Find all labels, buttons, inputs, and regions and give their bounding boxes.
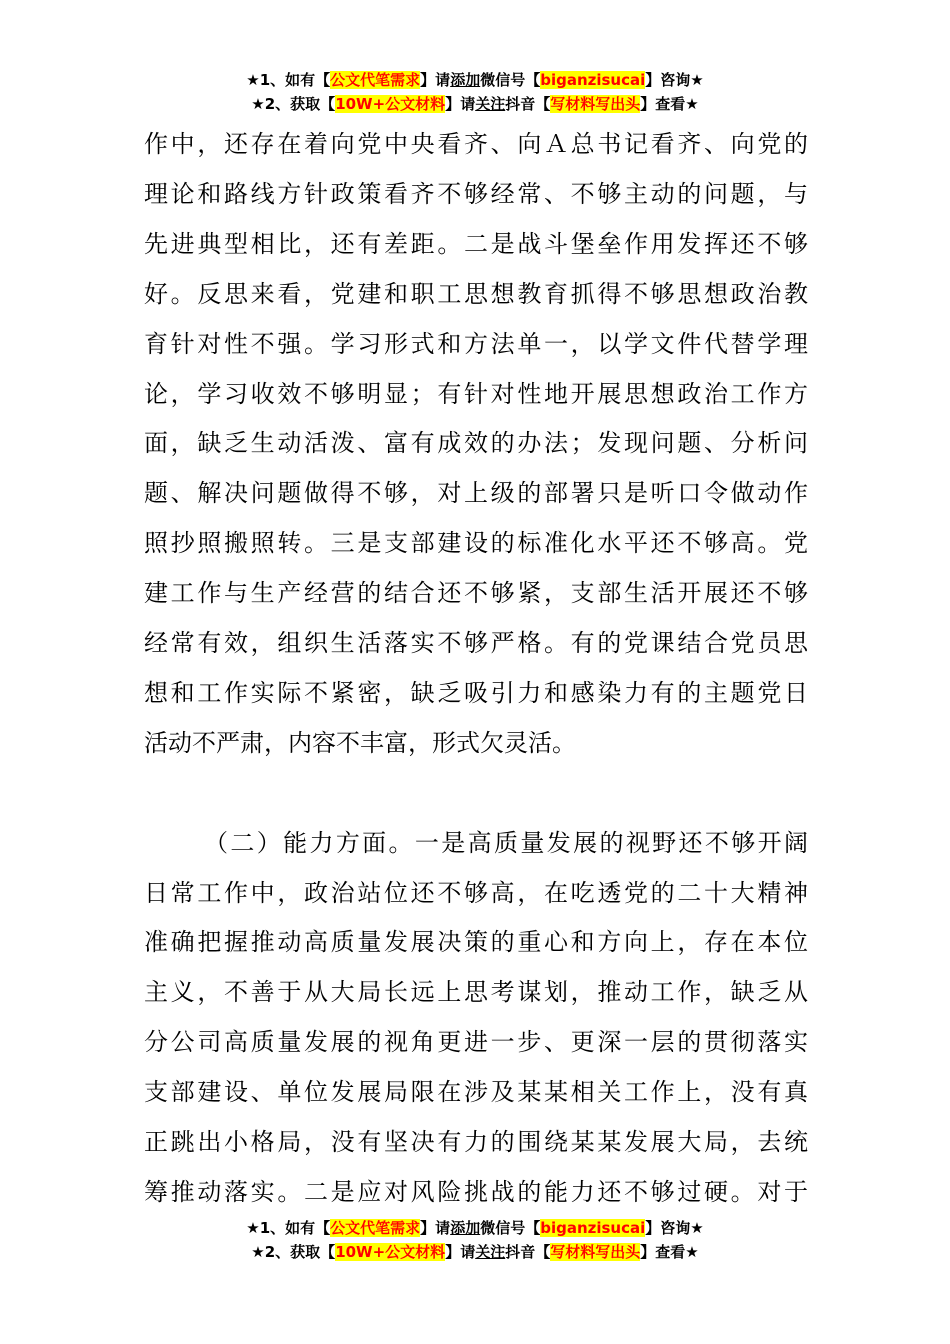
text-line: 正跳出小格局，没有坚决有力的围绕某某发展大局，去统 [144,1128,808,1157]
header-banner [0,68,950,116]
banner-text: 微信号【 [480,1219,541,1237]
banner-text: 】请 [445,1243,476,1261]
banner-highlight: 写材料写出头 [550,1243,641,1261]
header-banner-line-1 [0,68,950,92]
banner-text: 抖音【 [505,95,551,113]
text-line: 育针对性不强。学习形式和方法单一，以学文件代替学理 [144,329,808,358]
banner-text: 】查看★ [640,1243,699,1261]
banner-text: 】查看★ [640,95,699,113]
text-line: 主义，不善于从大局长远上思考谋划，推动工作，缺乏从 [144,978,808,1007]
banner-highlight: 10W+公文材料 [335,1243,446,1261]
document-body [144,120,808,1218]
text-line: 作中，还存在着向党中央看齐、向Ａ总书记看齐、向党的 [144,130,808,158]
banner-text: 】请 [420,71,451,89]
text-line: （二）能力方面。一是高质量发展的视野还不够开阔 [204,828,808,857]
banner-text: 】请 [420,1219,451,1237]
text-line: 好。反思来看，党建和职工思想教育抓得不够思想政治教 [144,279,808,308]
text-line: 准确把握推动高质量发展决策的重心和方向上，存在本位 [144,928,808,957]
paragraph-gap [144,769,808,819]
text-line: 活动不严肃，内容不丰富，形式欠灵活。 [144,728,576,757]
banner-text: 微信号【 [480,71,541,89]
header-banner-line-2 [0,92,950,116]
text-line: 分公司高质量发展的视角更进一步、更深一层的贯彻落实 [144,1028,808,1057]
text-line: 面，缺乏生动活泼、富有成效的办法；发现问题、分析问 [144,429,808,458]
banner-underline: 关注 [475,95,506,113]
footer-banner [0,1216,950,1264]
text-line: 题、解决问题做得不够，对上级的部署只是听口令做动作 [144,479,808,508]
footer-banner-line-2 [0,1240,950,1264]
banner-text: ★2、获取【 [251,95,336,113]
banner-highlight: 写材料写出头 [550,95,641,113]
banner-highlight: biganzisucai [540,71,646,89]
banner-highlight: biganzisucai [540,1219,646,1237]
text-line: 经常有效，组织生活落实不够严格。有的党课结合党员思 [144,629,808,658]
banner-text: ★1、如有【 [246,71,331,89]
banner-text: 】咨询★ [645,71,704,89]
paragraph-1 [144,120,808,769]
paragraph-2 [144,819,808,1218]
banner-underline: 添加 [450,71,481,89]
text-line: 想和工作实际不紧密，缺乏吸引力和感染力有的主题党日 [144,678,808,707]
footer-banner-line-1 [0,1216,950,1240]
text-line: 论，学习收效不够明显；有针对性地开展思想政治工作方 [144,379,808,408]
text-line: 理论和路线方针政策看齐不够经常、不够主动的问题，与 [144,179,808,208]
banner-underline: 关注 [475,1243,506,1261]
banner-text: 抖音【 [505,1243,551,1261]
text-line: 先进典型相比，还有差距。二是战斗堡垒作用发挥还不够 [144,229,808,258]
banner-text: 】请 [445,95,476,113]
text-line: 筹推动落实。二是应对风险挑战的能力还不够过硬。对于 [144,1178,808,1207]
text-line: 建工作与生产经营的结合还不够紧，支部生活开展还不够 [144,579,808,608]
banner-text: ★2、获取【 [251,1243,336,1261]
banner-text: ★1、如有【 [246,1219,331,1237]
banner-underline: 添加 [450,1219,481,1237]
text-line: 照抄照搬照转。三是支部建设的标准化水平还不够高。党 [144,529,808,558]
banner-highlight: 公文代笔需求 [330,71,421,89]
banner-highlight: 公文代笔需求 [330,1219,421,1237]
text-line: 日常工作中，政治站位还不够高，在吃透党的二十大精神 [144,878,808,907]
text-line: 支部建设、单位发展局限在涉及某某相关工作上，没有真 [144,1078,808,1107]
banner-highlight: 10W+公文材料 [335,95,446,113]
banner-text: 】咨询★ [645,1219,704,1237]
